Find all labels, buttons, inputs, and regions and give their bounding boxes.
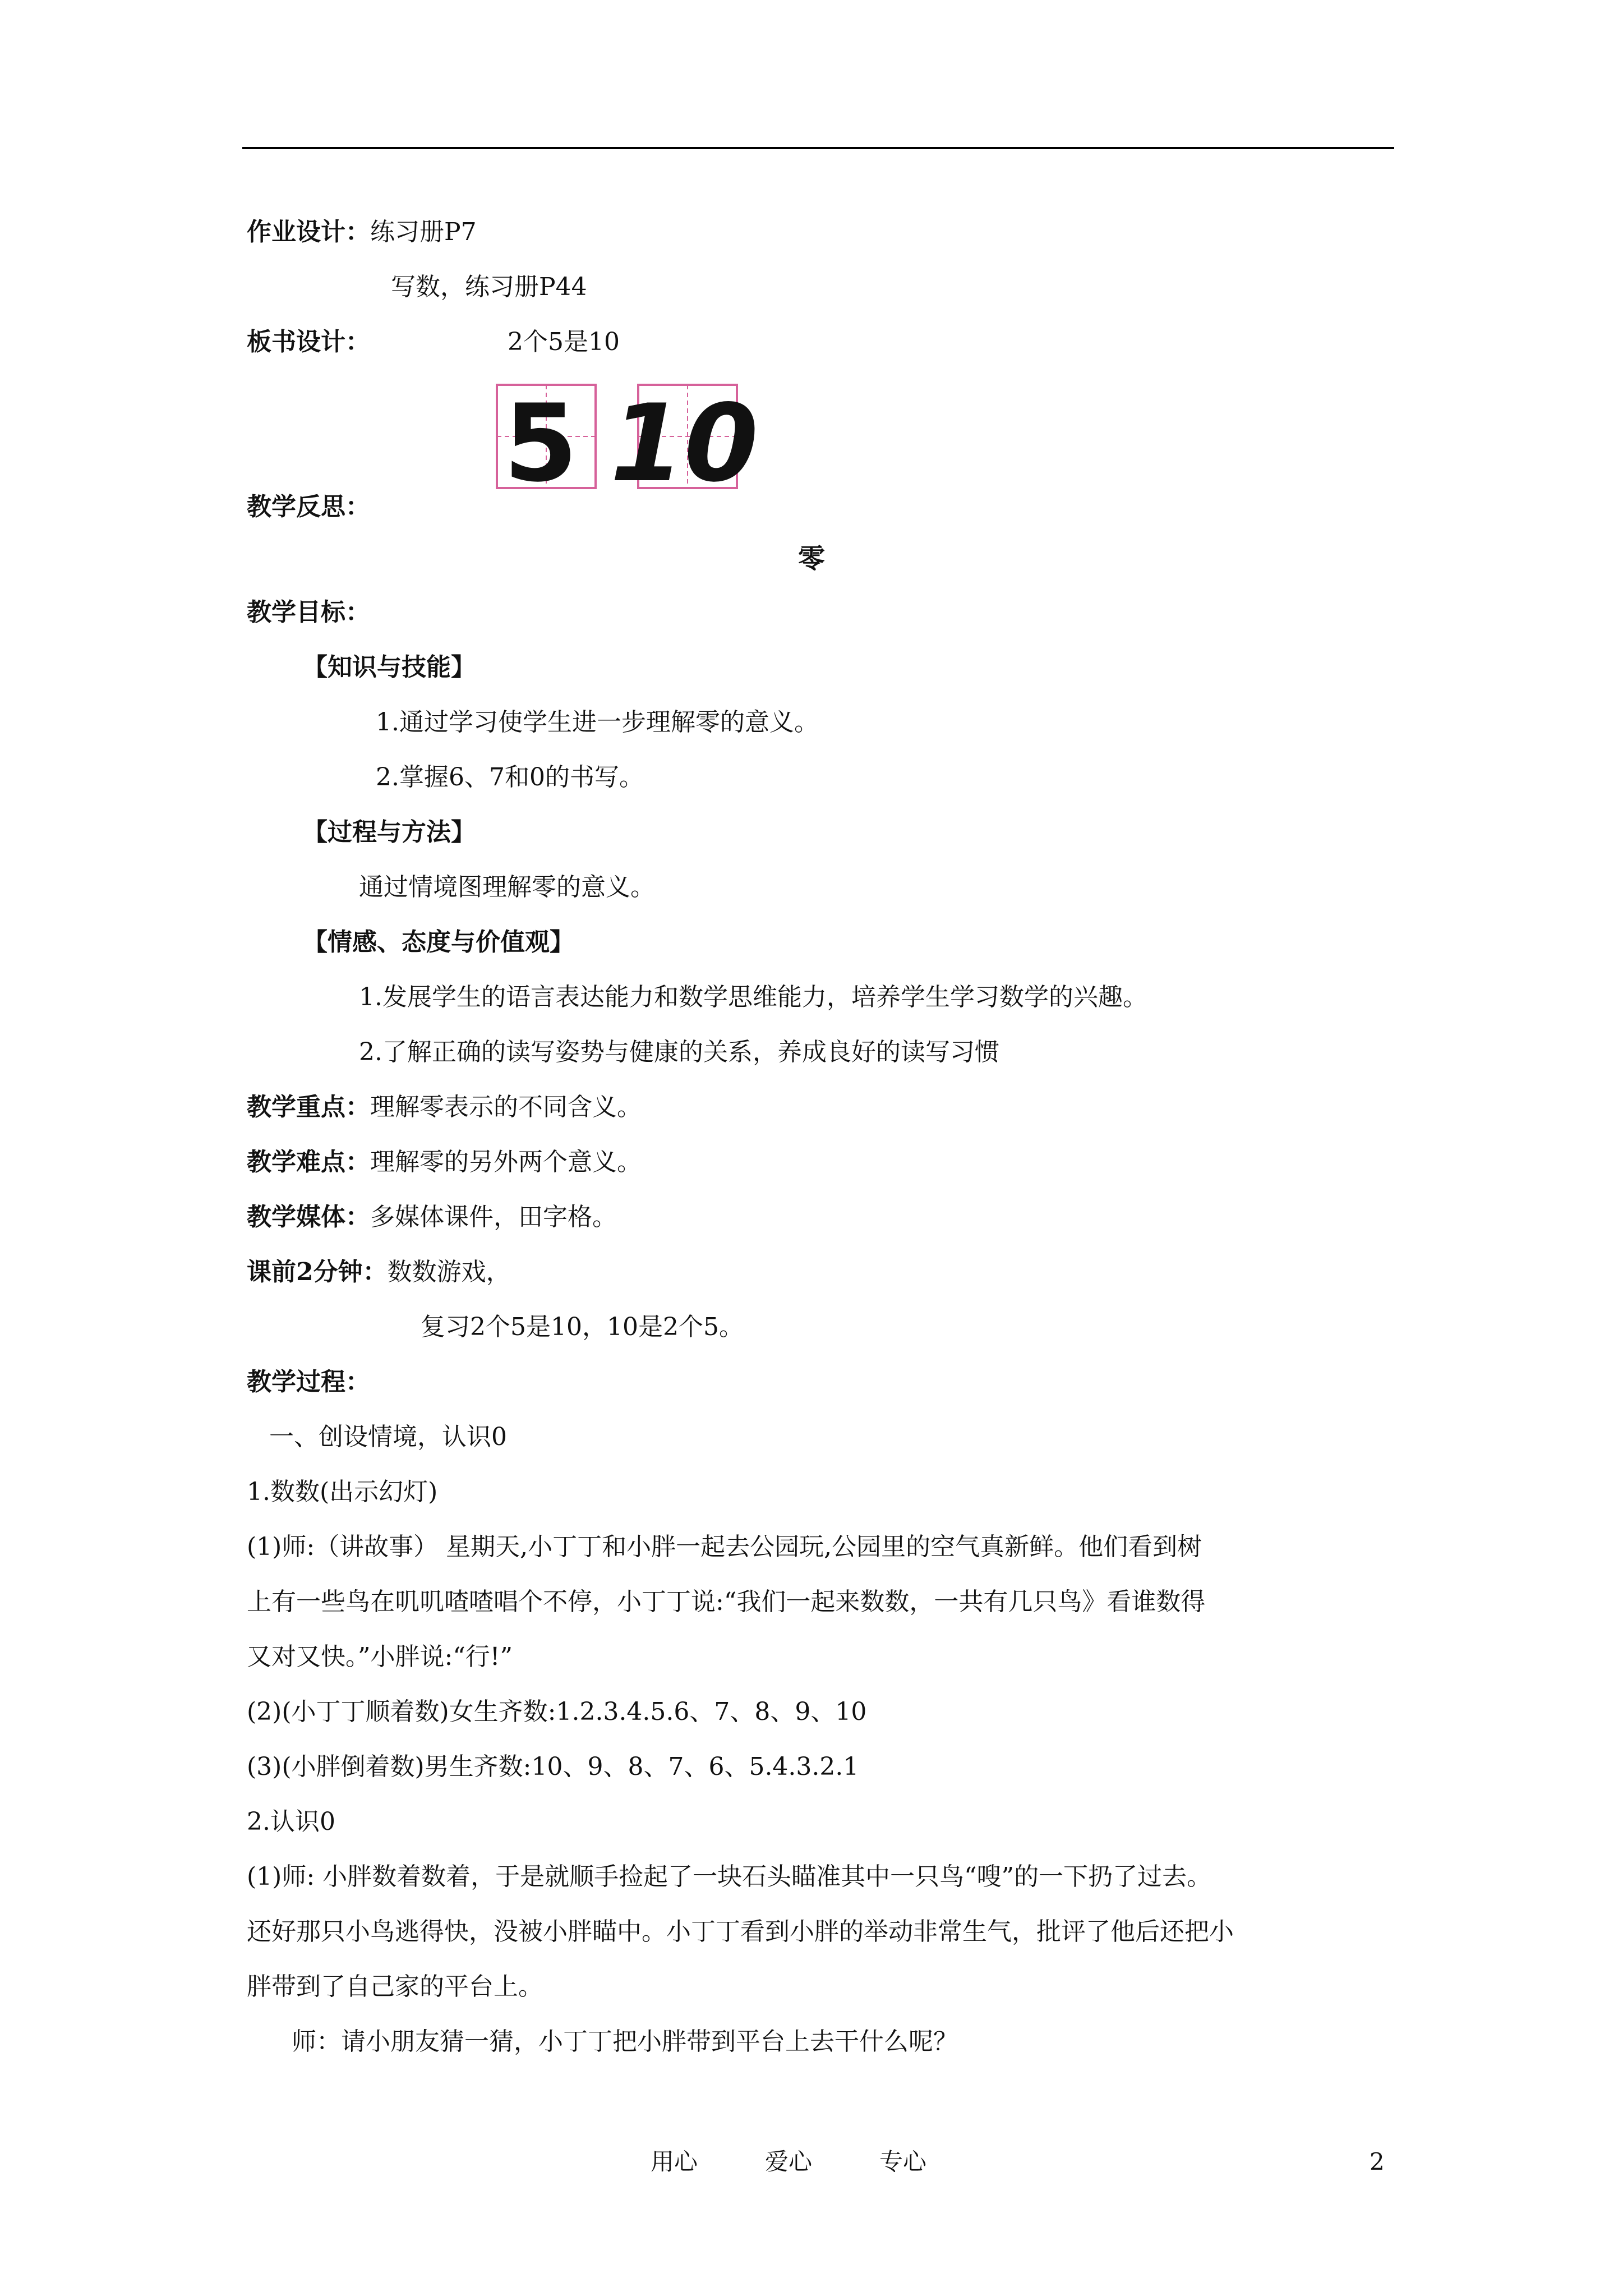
page-number: 2 <box>1370 2148 1385 2175</box>
reflection-label: 教学反思： <box>247 493 370 521</box>
header-rule <box>242 147 1394 149</box>
homework-line2: 写数，练习册P44 <box>391 273 587 301</box>
process-section-1: 一、创设情境，认识0 <box>269 1423 507 1451</box>
process-label: 教学过程： <box>247 1368 370 1396</box>
warmup-text-2: 复习2个5是10，10是2个5。 <box>421 1313 744 1341</box>
board-label: 板书设计： <box>247 328 370 356</box>
emotion-item-2: 2.了解正确的读写姿势与健康的关系，养成良好的读写习惯 <box>359 1038 999 1066</box>
difficulty-label: 教学难点： <box>247 1148 370 1176</box>
footer-item: 专心 <box>879 2148 927 2175</box>
key-point-text: 理解零表示的不同含义。 <box>370 1093 642 1121</box>
homework-line1: 练习册P7 <box>370 218 477 246</box>
key-point-label: 教学重点： <box>247 1093 370 1121</box>
board-text: 2个5是10 <box>508 328 620 356</box>
objectives-label: 教学目标： <box>247 598 370 627</box>
difficulty-text: 理解零的另外两个意义。 <box>370 1148 642 1176</box>
process-item-1: 通过情境图理解零的意义。 <box>359 873 655 901</box>
teacher-line-1: (1)师: 小胖数着数着，于是就顺手捡起了一块石头瞄准其中一只鸟“嗖”的一下扔了过去。 <box>247 1862 1212 1891</box>
homework-label: 作业设计： <box>247 218 370 246</box>
media-label: 教学媒体： <box>247 1203 370 1231</box>
difficulty-row <box>247 1145 642 1179</box>
tianzige-grid-image <box>494 381 759 505</box>
knowledge-heading: 【知识与技能】 <box>303 653 476 682</box>
lesson-title: 零 <box>797 543 825 574</box>
footer-item: 用心 <box>651 2148 698 2175</box>
process-heading: 【过程与方法】 <box>303 818 476 846</box>
key-point-row <box>247 1091 642 1124</box>
story-line-3: 又对又快。”小胖说:“行!” <box>247 1642 513 1671</box>
warmup-row <box>247 1255 511 1289</box>
teacher-question: 师：请小朋友猜一猜，小丁丁把小胖带到平台上去干什么呢？ <box>292 2027 958 2056</box>
story-line-2: 上有一些鸟在叽叽喳喳唱个不停，小丁丁说:“我们一起来数数，一共有几只鸟》看谁数得 <box>247 1588 1206 1616</box>
board-row <box>247 325 620 359</box>
grid-digit-10: 10 <box>610 381 759 505</box>
grid-digit-5: 5 <box>503 381 578 505</box>
teacher-line-2: 还好那只小鸟逃得快，没被小胖瞄中。小丁丁看到小胖的举动非常生气，批评了他后还把小 <box>247 1917 1234 1946</box>
footer-motto <box>651 2145 994 2179</box>
media-row <box>247 1200 617 1234</box>
process-step-1: 1.数数(出示幻灯) <box>247 1478 438 1506</box>
emotion-heading: 【情感、态度与价值观】 <box>303 928 574 956</box>
girls-count-line: (2)(小丁丁顺着数)女生齐数:1.2.3.4.5.6、7、8、9、10 <box>247 1697 867 1726</box>
footer-item: 爱心 <box>765 2148 813 2175</box>
warmup-label: 课前2分钟： <box>247 1258 388 1286</box>
story-line-1: (1)师:（讲故事） 星期天,小丁丁和小胖一起去公园玩,公园里的空气真新鲜。他们看到树 <box>247 1533 1202 1561</box>
warmup-text: 数数游戏， <box>387 1258 511 1286</box>
knowledge-item-1: 1.通过学习使学生进一步理解零的意义。 <box>376 708 819 737</box>
boys-count-line: (3)(小胖倒着数)男生齐数:10、9、8、7、6、5.4.3.2.1 <box>247 1752 859 1781</box>
media-text: 多媒体课件，田字格。 <box>370 1203 617 1231</box>
knowledge-item-2: 2.掌握6、7和0的书写。 <box>376 763 644 792</box>
process-step-2: 2.认识0 <box>247 1807 335 1836</box>
homework-row <box>247 215 477 249</box>
emotion-item-1: 1.发展学生的语言表达能力和数学思维能力，培养学生学习数学的兴趣。 <box>359 983 1147 1011</box>
teacher-line-3: 胖带到了自己家的平台上。 <box>247 1972 543 2001</box>
